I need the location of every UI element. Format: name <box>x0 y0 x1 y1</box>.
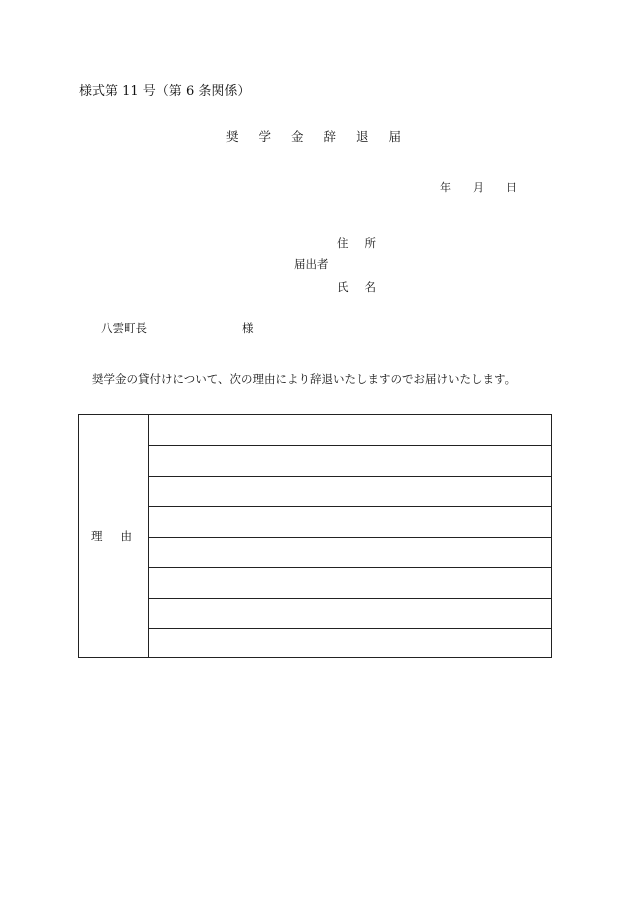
statement-text: 奨学金の貸付けについて、次の理由により辞退いたしますのでお届けいたします。 <box>92 372 517 386</box>
month-label: 月 <box>473 181 484 194</box>
day-label: 日 <box>506 181 517 194</box>
reason-writing-area[interactable] <box>149 415 551 657</box>
addressee-honorific: 様 <box>242 321 254 335</box>
document-title: 奨学金辞退届 <box>226 129 422 144</box>
reason-rule-line <box>149 567 551 568</box>
notifier-label: 届出者 <box>294 257 329 271</box>
reason-rule-line <box>149 598 551 599</box>
reason-label-cell <box>79 415 149 657</box>
reason-rule-line <box>149 476 551 477</box>
year-label: 年 <box>440 181 451 194</box>
reason-rule-line <box>149 445 551 446</box>
address-label: 住所 <box>337 236 392 250</box>
reason-rule-line <box>149 506 551 507</box>
addressee-name: 八雲町長 <box>101 321 147 335</box>
reason-rule-line <box>149 628 551 629</box>
name-label: 氏名 <box>337 280 392 294</box>
reason-table <box>78 414 552 658</box>
form-number: 様式第 11 号（第 6 条関係） <box>79 84 251 99</box>
date-line <box>440 179 517 195</box>
reason-label: 理由 <box>91 529 150 543</box>
reason-rule-line <box>149 537 551 538</box>
